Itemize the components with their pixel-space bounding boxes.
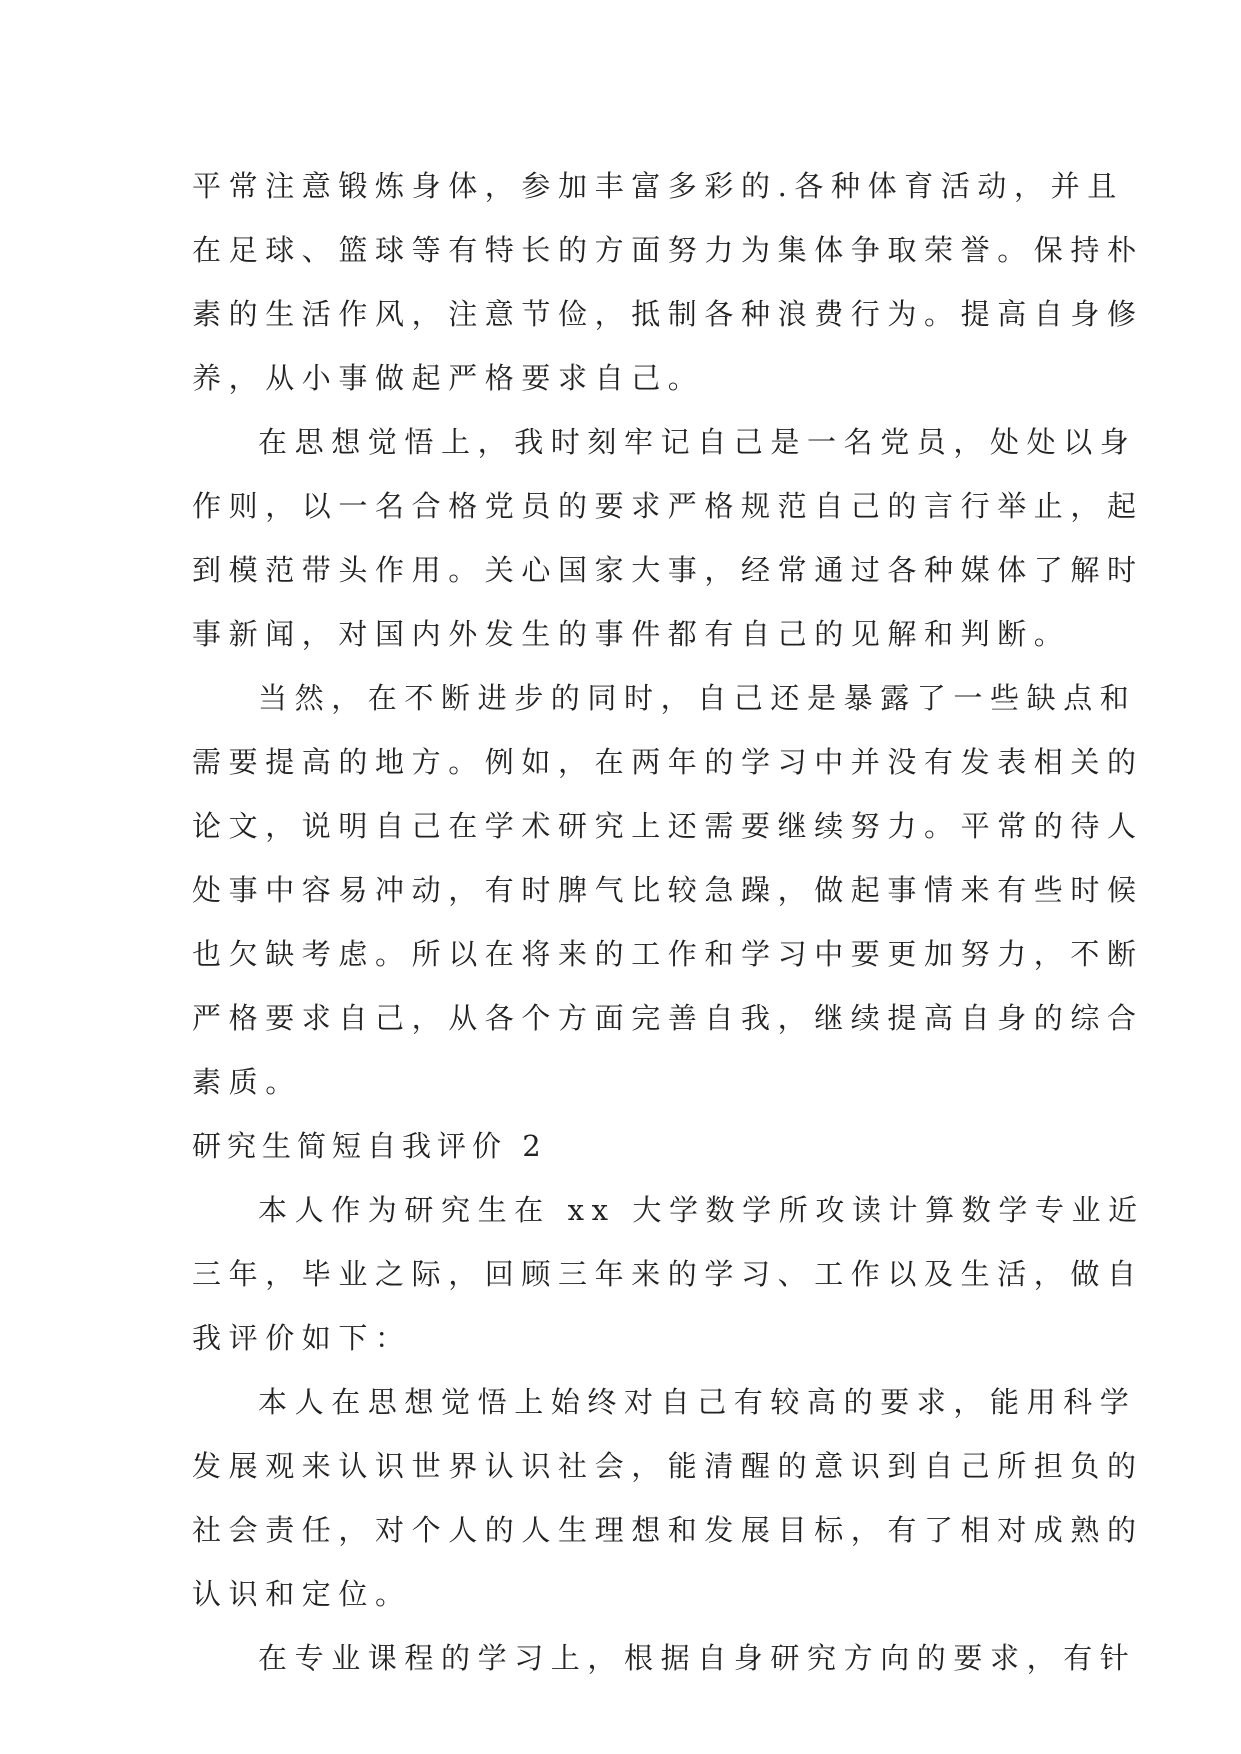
paragraph-line: 认识和定位。 <box>192 1577 412 1611</box>
paragraph-line: 严格要求自己，从各个方面完善自我，继续提高自身的综合 <box>192 1001 1144 1035</box>
paragraph-line: 在足球、篮球等有特长的方面努力为集体争取荣誉。保持朴 <box>192 233 1144 267</box>
paragraph-line: 需要提高的地方。例如，在两年的学习中并没有发表相关的 <box>192 745 1144 779</box>
paragraph-line: 发展观来认识世界认识社会，能清醒的意识到自己所担负的 <box>192 1449 1144 1483</box>
document-page <box>192 154 1145 1690</box>
paragraph-first-line: 在专业课程的学习上，根据自身研究方向的要求，有针 <box>258 1641 1137 1675</box>
paragraph-line: 作则，以一名合格党员的要求严格规范自己的言行举止，起 <box>192 489 1144 523</box>
section-heading: 研究生简短自我评价 2 <box>192 1129 547 1163</box>
paragraph-line: 事新闻，对国内外发生的事件都有自己的见解和判断。 <box>192 617 1071 651</box>
paragraph-first-line: 在思想觉悟上，我时刻牢记自己是一名党员，处处以身 <box>258 425 1137 459</box>
paragraph-line: 三年，毕业之际，回顾三年来的学习、工作以及生活，做自 <box>192 1257 1144 1291</box>
paragraph-line: 也欠缺考虑。所以在将来的工作和学习中要更加努力，不断 <box>192 937 1144 971</box>
paragraph-line: 到模范带头作用。关心国家大事，经常通过各种媒体了解时 <box>192 553 1144 587</box>
paragraph-first-line: 本人作为研究生在 xx 大学数学所攻读计算数学专业近 <box>258 1193 1145 1227</box>
paragraph-line: 素质。 <box>192 1065 302 1099</box>
paragraph-line: 养，从小事做起严格要求自己。 <box>192 361 705 395</box>
paragraph-line: 社会责任，对个人的人生理想和发展目标，有了相对成熟的 <box>192 1513 1144 1547</box>
paragraph-first-line: 本人在思想觉悟上始终对自己有较高的要求，能用科学 <box>258 1385 1137 1419</box>
paragraph-line: 处事中容易冲动，有时脾气比较急躁，做起事情来有些时候 <box>192 873 1144 907</box>
paragraph-first-line: 当然，在不断进步的同时，自己还是暴露了一些缺点和 <box>258 681 1137 715</box>
paragraph-line: 论文，说明自己在学术研究上还需要继续努力。平常的待人 <box>192 809 1144 843</box>
paragraph-line: 平常注意锻炼身体，参加丰富多彩的.各种体育活动，并且 <box>192 169 1124 203</box>
paragraph-line: 我评价如下： <box>192 1321 412 1355</box>
paragraph-line: 素的生活作风，注意节俭，抵制各种浪费行为。提高自身修 <box>192 297 1144 331</box>
